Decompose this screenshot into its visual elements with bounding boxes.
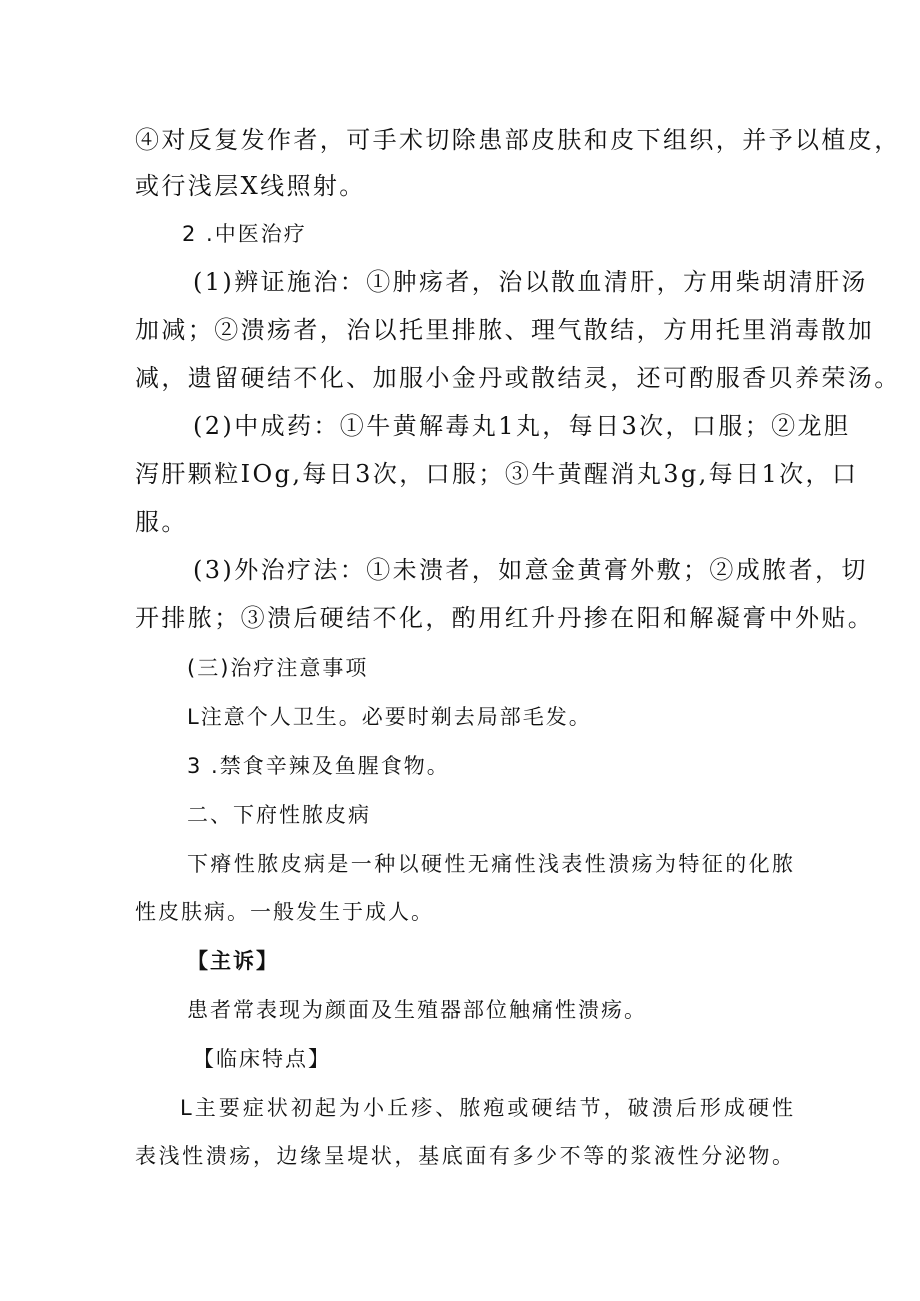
text-line: 泻肝颗粒IOg,每日3次，口服；③牛黄醒消丸3g,每日1次，口 <box>135 460 859 488</box>
text-line: 或行浅层X线照射。 <box>135 172 366 200</box>
list-item: 3 .禁食辛辣及鱼腥食物。 <box>187 754 450 778</box>
text-line: 减，遗留硬结不化、加服小金丹或散结灵，还可酌服香贝养荣汤。 <box>135 364 901 392</box>
text-line: 性皮肤病。一般发生于成人。 <box>135 900 434 924</box>
paragraph-first-line: (2)中成药：①牛黄解毒丸1丸，每日3次，口服；②龙胆 <box>193 412 851 440</box>
section-heading-chief-complaint: 【主诉】 <box>187 949 279 973</box>
text-line: 开排脓；③溃后硬结不化，酌用红升丹掺在阳和解凝膏中外贴。 <box>135 604 875 632</box>
paragraph-first-line: (3)外治疗法：①未溃者，如意金黄膏外敷；②成脓者，切 <box>193 556 868 584</box>
section-heading: (三)治疗注意事项 <box>187 656 369 680</box>
text-line: 服。 <box>135 508 188 536</box>
section-heading: 2 .中医治疗 <box>182 222 307 246</box>
paragraph-first-line: 下瘠性脓皮病是一种以硬性无痛性浅表性溃疡为特征的化脓 <box>187 852 795 876</box>
list-item: L注意个人卫生。必要时剃去局部毛发。 <box>187 705 592 729</box>
text-line: 加减；②溃疡者，治以托里排脓、理气散结，方用托里消毒散加 <box>135 316 875 344</box>
text-line: 患者常表现为颜面及生殖器部位触痛性溃疡。 <box>187 998 647 1022</box>
text-line: 表浅性溃疡，边缘呈堤状，基底面有多少不等的浆液性分泌物。 <box>135 1144 795 1168</box>
text-line: ④对反复发作者，可手术切除患部皮肤和皮下组织，并予以植皮， <box>135 126 901 154</box>
paragraph-first-line: L主要症状初起为小丘疹、脓疱或硬结节，破溃后形成硬性 <box>180 1096 795 1120</box>
paragraph-first-line: (1)辨证施治：①肿疡者，治以散血清肝，方用柴胡清肝汤 <box>193 268 868 296</box>
section-heading-clinical-features: 【临床特点】 <box>193 1047 331 1071</box>
section-heading: 二、下府性脓皮病 <box>187 803 371 827</box>
